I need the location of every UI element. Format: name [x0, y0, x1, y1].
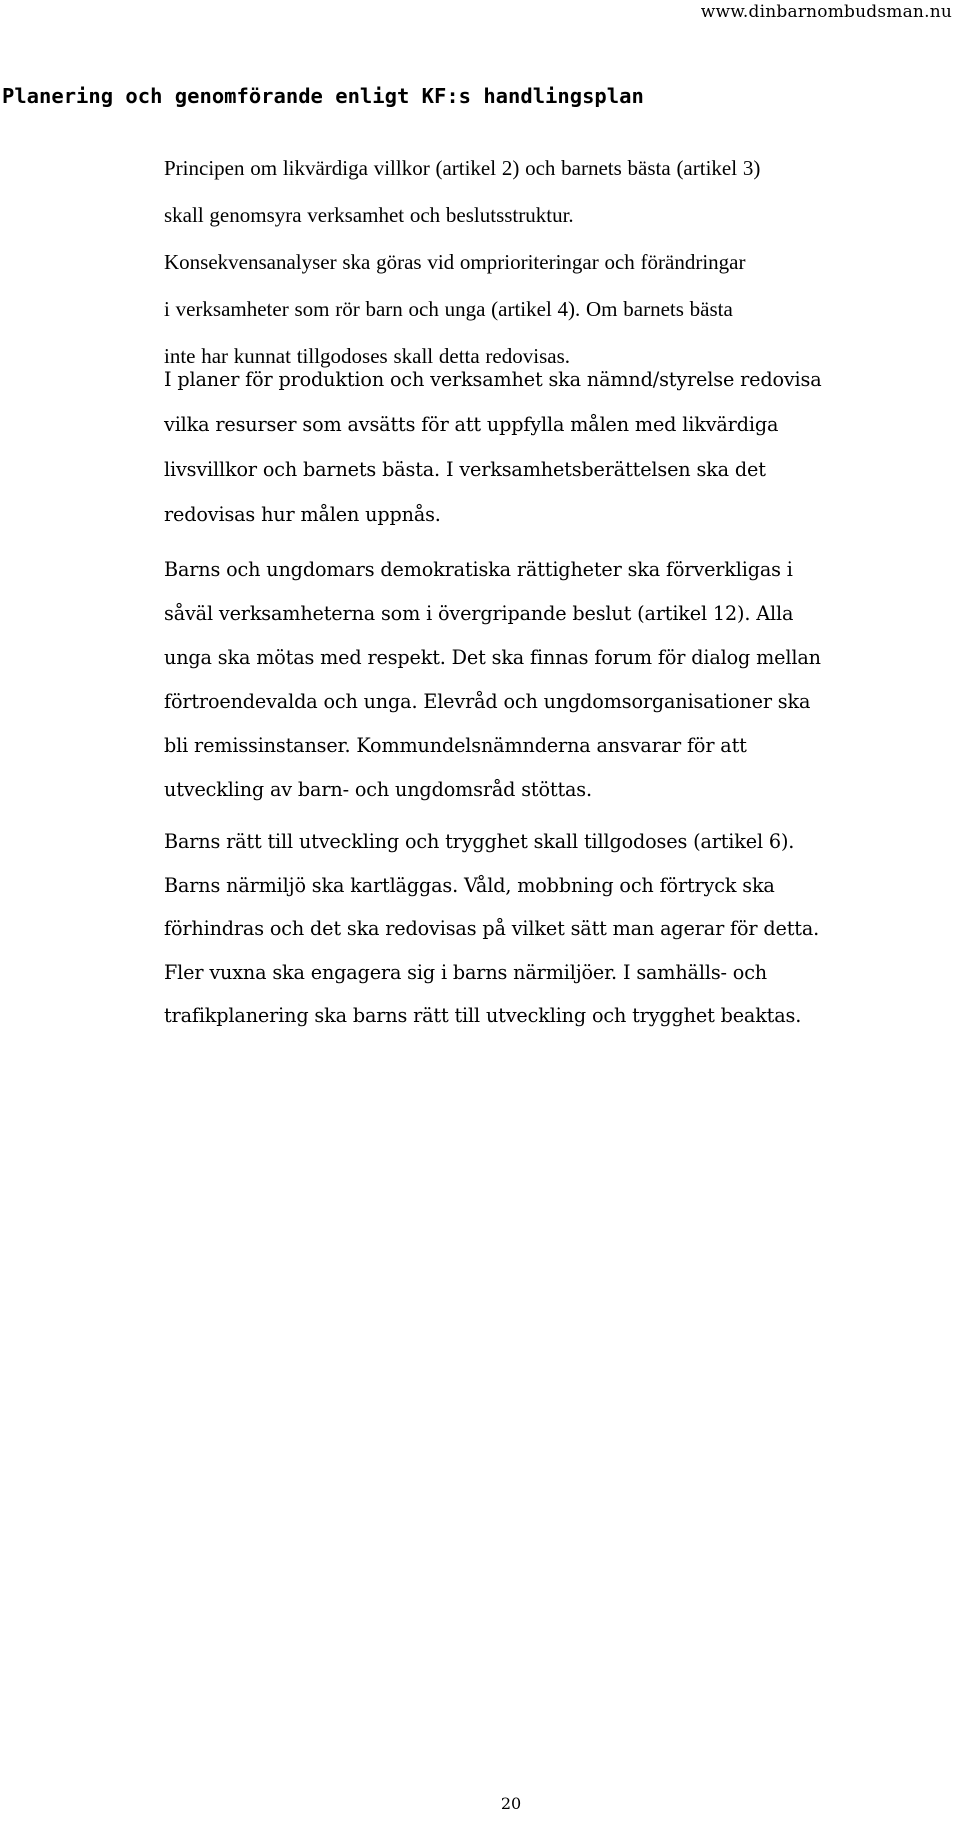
- paragraph-line: inte har kunnat tillgodoses skall detta redovisas.: [164, 344, 570, 368]
- section-heading: Planering och genomförande enligt KF:s handlingsplan: [2, 84, 644, 108]
- paragraph-line: såväl verksamheterna som i övergripande beslut (artikel 12). Alla: [164, 602, 794, 625]
- paragraph-line: bli remissinstanser. Kommundelsnämnderna ansvarar för att: [164, 734, 747, 757]
- paragraph-line: vilka resurser som avsätts för att uppfylla målen med likvärdiga: [164, 413, 779, 436]
- paragraph-line: skall genomsyra verksamhet och beslutsstruktur.: [164, 203, 574, 227]
- paragraph-line: Barns rätt till utveckling och trygghet skall tillgodoses (artikel 6).: [164, 830, 795, 853]
- paragraph-line: redovisas hur målen uppnås.: [164, 503, 441, 526]
- paragraph-resources: [164, 357, 924, 537]
- paragraph-line: I planer för produktion och verksamhet ska nämnd/styrelse redovisa: [164, 368, 822, 391]
- paragraph-line: Konsekvensanalyser ska göras vid omprioriteringar och förändringar: [164, 250, 746, 274]
- paragraph-development-safety: [164, 820, 924, 1038]
- paragraph-democratic-rights: [164, 548, 924, 812]
- paragraph-line: trafikplanering ska barns rätt till utveckling och trygghet beaktas.: [164, 1004, 802, 1027]
- paragraph-line: livsvillkor och barnets bästa. I verksamhetsberättelsen ska det: [164, 458, 766, 481]
- paragraph-line: Fler vuxna ska engagera sig i barns närmiljöer. I samhälls- och: [164, 960, 768, 984]
- paragraph-principles: [164, 145, 924, 380]
- paragraph-line: i verksamheter som rör barn och unga (artikel 4). Om barnets bästa: [164, 297, 733, 321]
- page-number: 20: [500, 1794, 522, 1813]
- paragraph-line: unga ska mötas med respekt. Det ska finnas forum för dialog mellan: [164, 646, 821, 669]
- site-url-header: www.dinbarnombudsman.nu: [700, 2, 952, 22]
- paragraph-line: Barns och ungdomars demokratiska rättigheter ska förverkligas i: [164, 558, 793, 581]
- paragraph-line: förtroendevalda och unga. Elevråd och ungdomsorganisationer ska: [164, 690, 811, 713]
- paragraph-line: förhindras och det ska redovisas på vilket sätt man agerar för detta.: [164, 917, 820, 940]
- paragraph-line: utveckling av barn- och ungdomsråd stöttas.: [164, 778, 592, 801]
- paragraph-line: Barns närmiljö ska kartläggas. Våld, mobbning och förtryck ska: [164, 873, 775, 897]
- paragraph-line: Principen om likvärdiga villkor (artikel 2) och barnets bästa (artikel 3): [164, 156, 761, 180]
